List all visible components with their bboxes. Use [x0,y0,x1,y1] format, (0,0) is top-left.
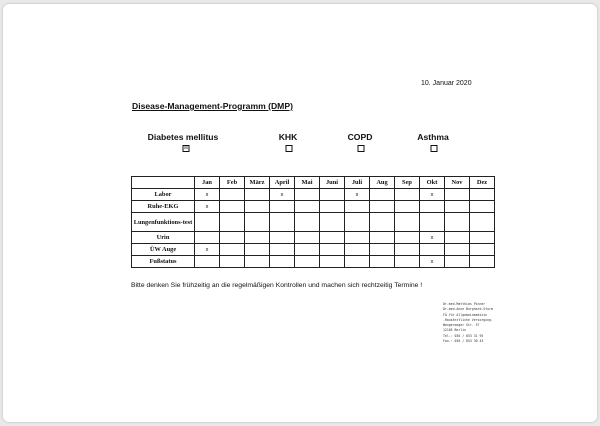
month-mai: Mai [295,177,320,189]
table-cell [245,201,270,213]
table-cell [270,256,295,268]
program-label-asthma: Asthma [417,132,449,142]
table-cell [395,213,420,232]
table-cell: x [195,189,220,201]
table-cell [320,189,345,201]
checkbox-copd[interactable] [358,145,365,152]
table-cell [195,256,220,268]
program-label-diabetes: Diabetes mellitus [147,132,219,142]
row-label: Fußstatus [132,256,195,268]
table-cell [395,201,420,213]
table-cell [470,213,495,232]
table-cell [220,232,245,244]
schedule-table [131,176,495,268]
table-cell [245,244,270,256]
table-cell [395,256,420,268]
stamp-line: FÄ für Allgemeinmedizin [443,312,488,317]
table-cell [320,232,345,244]
table-cell: x [270,189,295,201]
table-cell [270,201,295,213]
table-cell [370,232,395,244]
stamp-line: -Hausärztliche Versorgung- [443,317,493,322]
table-cell [470,201,495,213]
page-title: Disease-Management-Programm (DMP) [132,101,293,111]
table-cell [470,189,495,201]
month-aug: Aug [370,177,395,189]
table-cell [270,244,295,256]
table-cell [295,244,320,256]
row-label: Labor [132,189,195,201]
table-cell [370,256,395,268]
checkbox-khk[interactable] [286,145,293,152]
checkbox-diabetes[interactable]: ☒ [183,145,189,151]
table-cell [220,244,245,256]
table-cell [295,189,320,201]
month-okt: Okt [420,177,445,189]
table-cell [420,213,445,232]
table-cell [245,189,270,201]
table-cell [220,189,245,201]
table-cell [195,232,220,244]
table-cell [420,244,445,256]
program-label-khk: KHK [278,132,298,142]
table-cell [420,201,445,213]
table-cell [345,201,370,213]
table-cell: x [420,189,445,201]
month-april: April [270,177,295,189]
table-cell [220,213,245,232]
table-cell [370,213,395,232]
table-cell [195,213,220,232]
table-cell [395,244,420,256]
reminder-text: Bitte denken Sie frühzeitig an die regelmäßigen Kontrollen und machen sich rechtzeitig Termine ! [131,282,423,289]
table-cell [295,256,320,268]
header-row [132,177,495,189]
table-cell [345,232,370,244]
table-cell [470,232,495,244]
table-cell [370,189,395,201]
row-labor [132,189,495,201]
table-cell [445,256,470,268]
month-jan: Jan [195,177,220,189]
stamp-line: Dr.med.Matthias Pinner [443,302,486,306]
table-cell [370,201,395,213]
month-feb: Feb [220,177,245,189]
table-cell [370,244,395,256]
table-cell [220,256,245,268]
table-cell [220,201,245,213]
table-cell [345,213,370,232]
table-cell [295,201,320,213]
document-page [3,4,597,422]
table-cell [320,201,345,213]
table-cell: x [420,232,445,244]
table-cell [445,201,470,213]
stamp-line: Dr.med.Anne Burghard-Sturm [443,307,493,312]
corner-cell [132,177,195,189]
month-sep: Sep [395,177,420,189]
table-cell [445,232,470,244]
month-maerz: März [245,177,270,189]
table-cell [445,213,470,232]
table-cell [345,256,370,268]
table-cell: x [195,201,220,213]
row-lungenfunktionstest [132,213,495,232]
month-dez: Dez [470,177,495,189]
table-cell [270,213,295,232]
table-cell [395,232,420,244]
table-cell [470,244,495,256]
row-uew-auge [132,244,495,256]
table-cell: x [420,256,445,268]
table-cell [320,244,345,256]
letter-date: 10. Januar 2020 [421,80,472,87]
practice-stamp [443,302,493,344]
table-cell [345,244,370,256]
table-cell [395,189,420,201]
table-cell [295,232,320,244]
table-cell [270,232,295,244]
table-cell [320,213,345,232]
row-label: Urin [132,232,195,244]
month-nov: Nov [445,177,470,189]
stamp-line: Tel.: 030 / 853 31 95 [443,333,484,338]
program-label-copd: COPD [347,132,373,142]
stamp-line: Wangerooger Str. 57 [443,323,480,328]
table-cell: x [195,244,220,256]
month-juli: Juli [345,177,370,189]
table-cell [445,189,470,201]
checkbox-asthma[interactable] [431,145,438,152]
table-cell [320,256,345,268]
table-cell [245,232,270,244]
month-juni: Juni [320,177,345,189]
stamp-line: 12105 Berlin [443,328,467,333]
row-ruhe-ekg [132,201,495,213]
row-fussstatus [132,256,495,268]
table-cell: x [345,189,370,201]
row-label: ÜW Auge [132,244,195,256]
table-cell [295,213,320,232]
row-label: Lungenfunktions-test [132,213,195,232]
table-cell [470,256,495,268]
table-cell [245,256,270,268]
row-urin [132,232,495,244]
row-label: Ruhe-EKG [132,201,195,213]
stamp-line: Fax.: 030 / 853 30 43 [443,339,484,344]
table-cell [445,244,470,256]
table-cell [245,213,270,232]
